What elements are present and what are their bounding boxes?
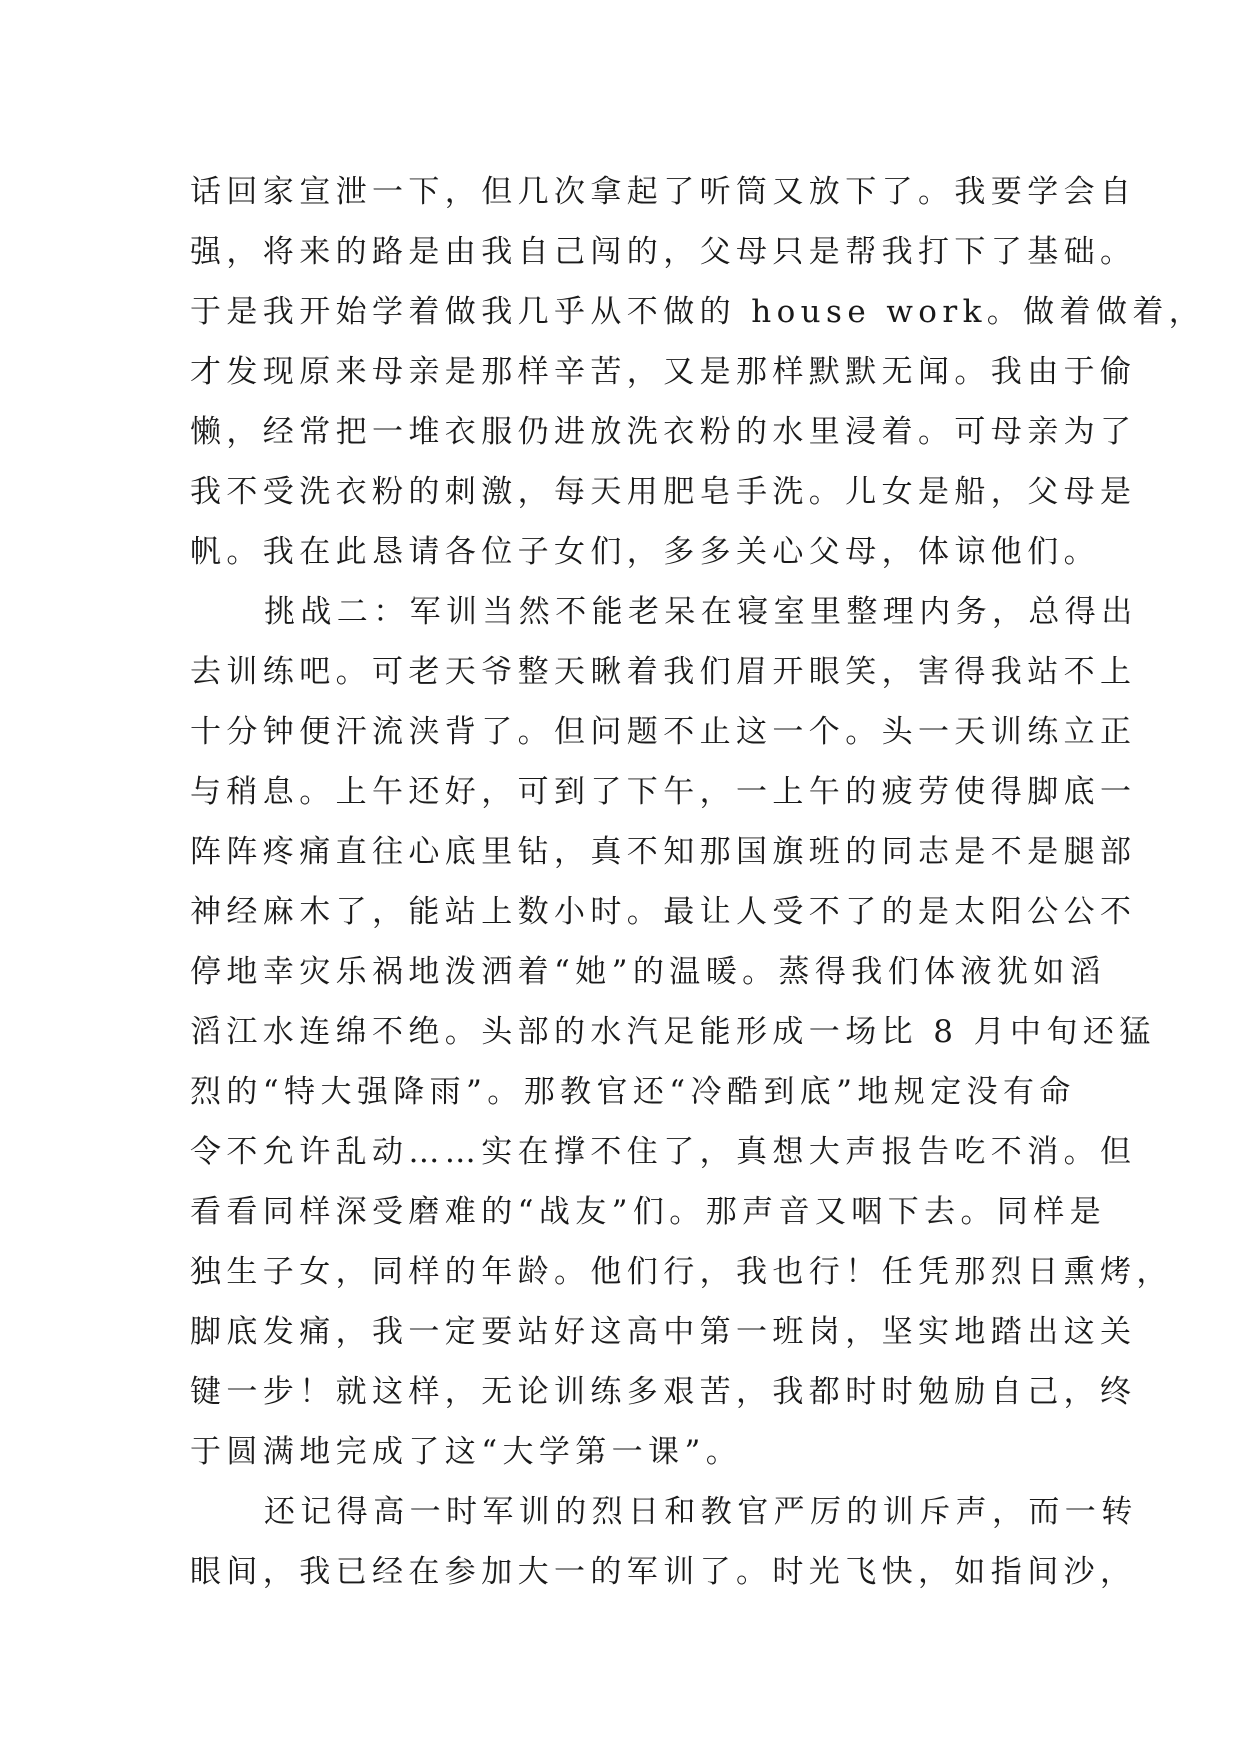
paragraph-start-line: 挑战二：军训当然不能老呆在寝室里整理内务，总得出 [264,594,1138,630]
text-line: 烈的“特大强降雨”。那教官还“冷酷到底”地规定没有命 [190,1074,1076,1110]
text-line: 令不允许乱动……实在撑不住了，真想大声报告吃不消。但 [190,1134,1137,1170]
text-line: 去训练吧。可老天爷整天瞅着我们眉开眼笑，害得我站不上 [190,654,1137,690]
text-line: 看看同样深受磨难的“战友”们。那声音又咽下去。同样是 [190,1194,1107,1230]
text-line: 强，将来的路是由我自己闯的，父母只是帮我打下了基础。 [190,234,1137,270]
text-line: 眼间，我已经在参加大一的军训了。时光飞快，如指间沙， [190,1554,1137,1590]
text-line: 于圆满地完成了这“大学第一课”。 [190,1434,743,1470]
text-line: 与稍息。上午还好，可到了下午，一上午的疲劳使得脚底一 [190,774,1137,810]
text-line: 滔江水连绵不绝。头部的水汽足能形成一场比 8 月中旬还猛 [190,1014,1156,1050]
text-line: 话回家宣泄一下，但几次拿起了听筒又放下了。我要学会自 [190,174,1137,210]
text-line: 我不受洗衣粉的刺激，每天用肥皂手洗。儿女是船，父母是 [190,474,1137,510]
text-line: 独生子女，同样的年龄。他们行，我也行！任凭那烈日熏烤， [190,1254,1173,1290]
text-line: 神经麻木了，能站上数小时。最让人受不了的是太阳公公不 [190,894,1137,930]
text-line: 键一步！就这样，无论训练多艰苦，我都时时勉励自己，终 [190,1374,1137,1410]
text-line: 阵阵疼痛直往心底里钻，真不知那国旗班的同志是不是腿部 [190,834,1137,870]
text-line: 十分钟便汗流浃背了。但问题不止这一个。头一天训练立正 [190,714,1137,750]
paragraph-start-line: 还记得高一时军训的烈日和教官严厉的训斥声，而一转 [264,1494,1138,1530]
text-line: 脚底发痛，我一定要站好这高中第一班岗，坚实地踏出这关 [190,1314,1137,1350]
text-line: 停地幸灾乐祸地泼洒着“她”的温暖。蒸得我们体液犹如滔 [190,954,1107,990]
text-line: 懒，经常把一堆衣服仍进放洗衣粉的水里浸着。可母亲为了 [190,414,1137,450]
text-line: 帆。我在此恳请各位子女们，多多关心父母，体谅他们。 [190,534,1100,570]
body-text [190,162,1206,1602]
text-line: 才发现原来母亲是那样辛苦，又是那样默默无闻。我由于偷 [190,354,1137,390]
text-line: 于是我开始学着做我几乎从不做的 house work。做着做着， [190,294,1206,330]
